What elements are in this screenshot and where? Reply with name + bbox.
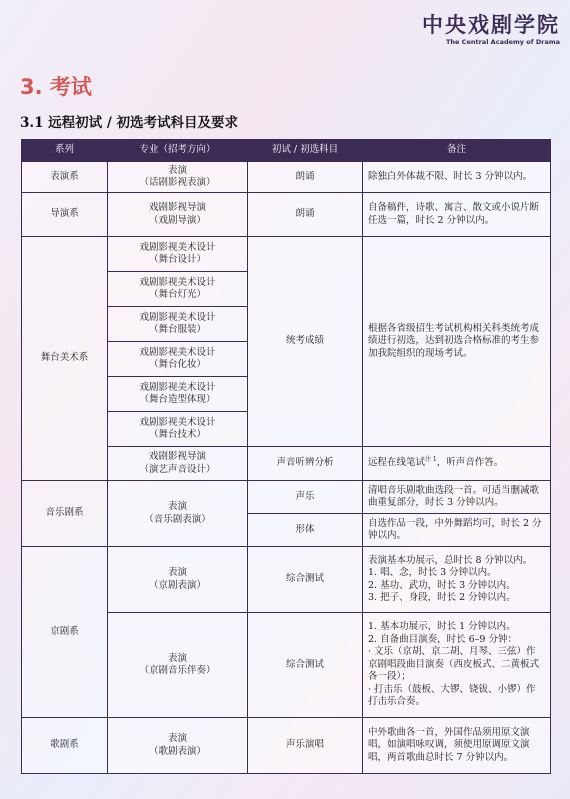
table-row: [22, 481, 551, 514]
major-name: 戏剧影视导演: [148, 202, 206, 213]
col-header-major: 专业（招考方向）: [108, 140, 248, 162]
major-name: 戏剧影视导演: [148, 451, 206, 462]
major-cell: [108, 447, 248, 481]
major-name: 戏剧影视美术设计: [139, 241, 216, 253]
note-cell: 除独白外体裁不限、时长 3 分钟以内。: [363, 162, 551, 193]
major-direction: （歌剧表演）: [148, 745, 206, 757]
note-line: 表演基本功展示，总时长 8 分钟以内。: [368, 554, 533, 566]
major-direction: （舞台化妆）: [148, 359, 206, 370]
major-cell: [108, 613, 248, 718]
table-row: [22, 237, 551, 272]
major-direction: （音乐剧表演）: [144, 513, 211, 525]
major-name: 表演: [167, 567, 187, 578]
note-cell: [363, 547, 551, 613]
col-header-dept: 系列: [22, 140, 108, 162]
subject-cell: 综合测试: [248, 613, 363, 718]
note-cell: 清唱音乐剧歌曲选段一首。可适当删减歌曲重复部分，时长 3 分钟以内。: [363, 481, 551, 514]
major-direction: （戏剧导演）: [148, 214, 206, 226]
subject-cell: 朗诵: [248, 162, 363, 193]
note-cell: 自备稿件，诗歌、寓言、散文或小说片断任选一篇，时长 2 分钟以内。: [363, 193, 551, 237]
table-row: [22, 547, 551, 613]
major-cell: [108, 412, 248, 447]
major-name: 表演: [167, 164, 187, 176]
note-cell: 中外歌曲各一首，外国作品须用原文演唱，如演唱咏叹调，须使用原调原文演唱，两首歌曲总时长 7 分钟以内。: [363, 718, 551, 774]
major-name: 戏剧影视美术设计: [139, 416, 216, 428]
major-name: 戏剧影视美术设计: [139, 276, 216, 288]
subject-cell: 统考成绩: [248, 237, 363, 447]
major-name: 戏剧影视美术设计: [139, 311, 216, 323]
major-cell: [108, 718, 248, 774]
note-line: 2. 自备曲目演奏，时长 6–9 分钟：: [368, 633, 517, 645]
major-direction: （舞台服装）: [148, 324, 206, 335]
footnote-marker: 注 1: [425, 456, 437, 464]
major-cell: [108, 307, 248, 342]
note-line: 1. 唱、念，时长 3 分钟以内。: [368, 567, 497, 578]
major-cell: [108, 193, 248, 237]
table-row: [22, 718, 551, 774]
major-name: 戏剧影视美术设计: [139, 381, 216, 393]
major-name: 表演: [167, 652, 187, 664]
major-direction: （京剧音乐伴奏）: [139, 665, 216, 676]
col-header-note: 备注: [363, 140, 551, 162]
note-cell: 根据各省级招生考试机构相关科类统考成绩进行初选，达到初选合格标准的考生参加我院组织的现场考试。: [363, 237, 551, 447]
major-cell: [108, 547, 248, 613]
major-direction: （舞台设计）: [148, 254, 206, 265]
major-direction: （舞台造型体现）: [139, 394, 216, 405]
major-cell: [108, 377, 248, 412]
table-row: [22, 162, 551, 193]
note-text: 远程在线笔试: [368, 457, 426, 469]
subject-cell: 声音听辨分析: [248, 447, 363, 481]
logo-text: 中央戏剧学院: [422, 12, 560, 37]
dept-cell: 歌剧系: [22, 718, 108, 774]
major-name: 戏剧影视美术设计: [139, 346, 216, 358]
note-cell: [363, 613, 551, 718]
subject-cell: 形体: [248, 514, 363, 547]
note-cell: 自选作品一段，中外舞蹈均可，时长 2 分钟以内。: [363, 514, 551, 547]
major-name: 表演: [167, 501, 187, 512]
major-direction: （京剧表演）: [148, 579, 206, 591]
major-cell: [108, 272, 248, 307]
major-cell: [108, 162, 248, 193]
note-line: · 打击乐（鼓板、大锣、铙钹、小锣）作打击乐合奏。: [368, 683, 536, 708]
subject-cell: 声乐: [248, 481, 363, 514]
dept-cell: 表演系: [22, 162, 108, 193]
subsection-title: 3.1 远程初试 / 初选考试科目及要求: [20, 115, 239, 131]
subject-cell: 朗诵: [248, 193, 363, 237]
major-name: 表演: [167, 733, 187, 744]
major-direction: （舞台技术）: [148, 429, 206, 440]
subject-cell: 声乐演唱: [248, 718, 363, 774]
dept-cell: 舞台美术系: [22, 237, 108, 481]
dept-cell: 导演系: [22, 193, 108, 237]
section-title: 3. 考试: [20, 75, 92, 99]
note-line: 3. 把子、身段，时长 2 分钟以内。: [368, 592, 516, 603]
note-line: 2. 基功、武功，时长 3 分钟以内。: [368, 579, 516, 591]
major-cell: [108, 342, 248, 377]
academy-logo: [422, 14, 560, 46]
major-cell: [108, 237, 248, 272]
exam-subjects-table: [21, 139, 551, 774]
note-line: 1. 基本功展示，时长 1 分钟以内。: [368, 621, 516, 633]
major-direction: （话剧影视表演）: [139, 177, 216, 188]
note-cell: [363, 447, 551, 481]
subject-cell: 综合测试: [248, 547, 363, 613]
table-row: [22, 193, 551, 237]
table-header-row: [22, 140, 551, 162]
note-text: ，听声音作答。: [436, 457, 504, 469]
major-direction: （演艺声音设计）: [139, 463, 216, 475]
col-header-subject: 初试 / 初选科目: [248, 140, 363, 162]
note-line: · 文乐（京胡、京二胡、月琴、三弦）作京剧唱段曲目演奏（西皮板式、二黄板式各一段）；: [368, 646, 540, 683]
dept-cell: 京剧系: [22, 547, 108, 718]
major-direction: （舞台灯光）: [148, 289, 206, 300]
dept-cell: 音乐剧系: [22, 481, 108, 547]
logo-subtitle: The Central Academy of Drama: [445, 38, 560, 46]
major-cell: [108, 481, 248, 547]
